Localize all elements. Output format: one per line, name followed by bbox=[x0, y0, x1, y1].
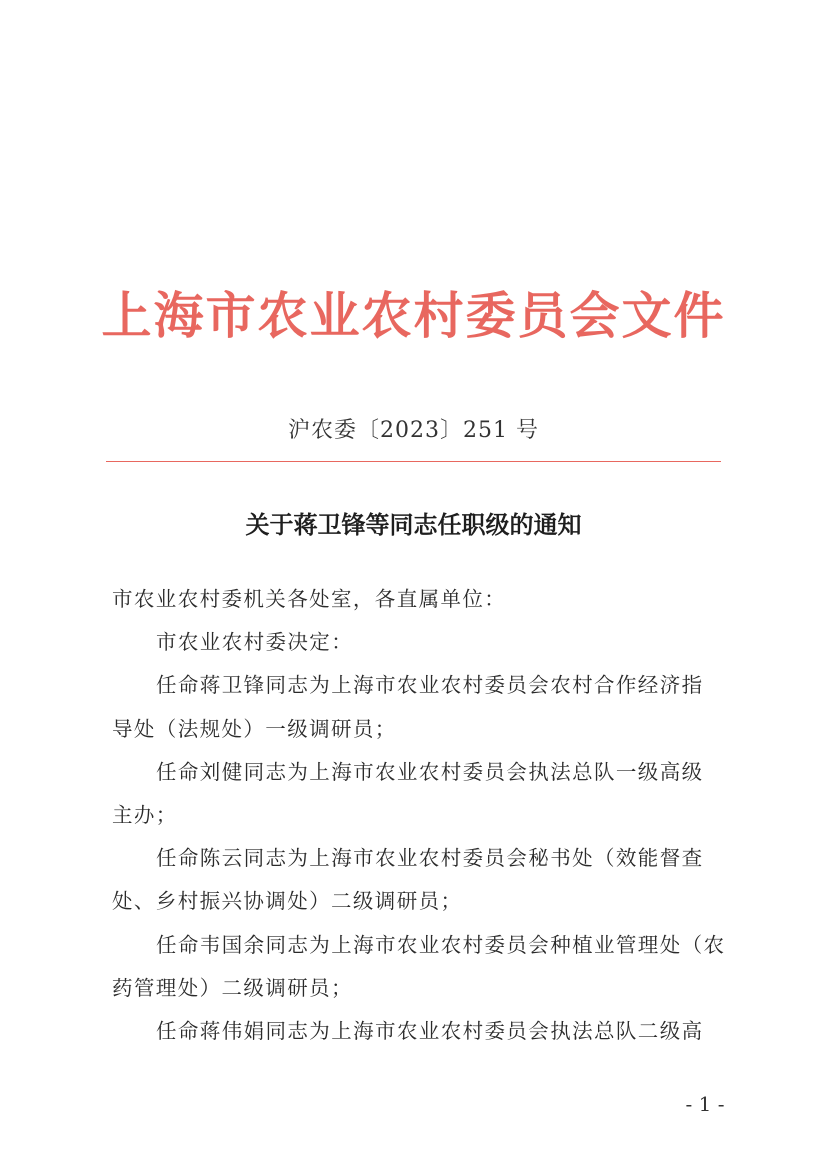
body-line: 导处（法规处）一级调研员； bbox=[112, 716, 397, 741]
page-number: - 1 - bbox=[685, 1092, 725, 1116]
body-line: 任命蒋卫锋同志为上海市农业农村委员会农村合作经济指 bbox=[156, 673, 704, 698]
notice-body bbox=[112, 578, 732, 1053]
body-line: 任命刘健同志为上海市农业农村委员会执法总队一级高级 bbox=[156, 759, 704, 784]
red-divider-line bbox=[106, 461, 721, 462]
body-line: 任命蒋伟娟同志为上海市农业农村委员会执法总队二级高 bbox=[156, 1019, 704, 1044]
body-line: 处、乡村振兴协调处）二级调研员； bbox=[112, 889, 463, 914]
body-line: 任命陈云同志为上海市农业农村委员会秘书处（效能督查 bbox=[156, 846, 704, 871]
document-number: 沪农委〔2023〕251 号 bbox=[288, 418, 539, 443]
body-line: 任命韦国余同志为上海市农业农村委员会种植业管理处（农 bbox=[156, 932, 726, 957]
body-line: 市农业农村委决定： bbox=[156, 630, 354, 655]
notice-title: 关于蒋卫锋等同志任职级的通知 bbox=[245, 510, 582, 539]
addressee-line: 市农业农村委机关各处室，各直属单位： bbox=[112, 587, 507, 611]
body-line: 主办； bbox=[112, 803, 178, 828]
issuer-header-title: 上海市农业农村委员会文件 bbox=[101, 286, 726, 345]
body-line: 药管理处）二级调研员； bbox=[112, 975, 353, 1000]
